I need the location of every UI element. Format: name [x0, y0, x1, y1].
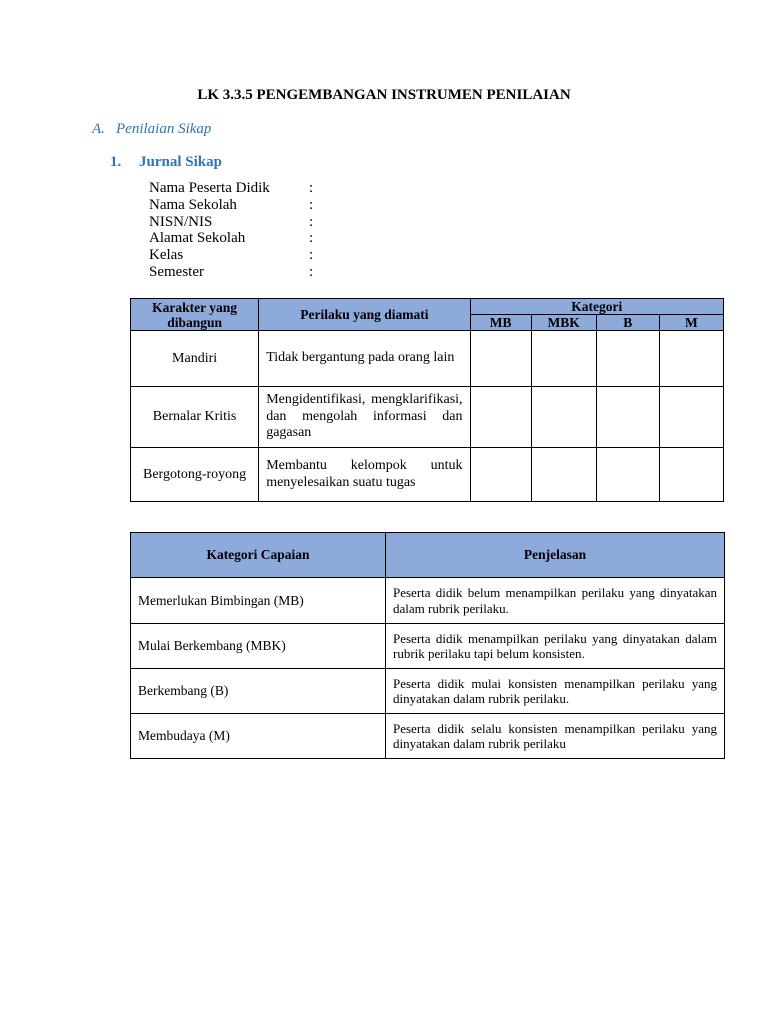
mbk-cell[interactable] [531, 387, 596, 448]
field-label: Alamat Sekolah [149, 230, 246, 247]
section-heading [92, 121, 211, 138]
m-cell[interactable] [659, 448, 723, 502]
table-row [131, 714, 725, 759]
header-mb: MB [470, 315, 531, 331]
field-row [149, 180, 321, 197]
penjelasan-cell: Peserta didik selalu konsisten menampilkan perilaku yang dinyatakan dalam rubrik perilaku [386, 714, 725, 759]
kategori-cell: Berkembang (B) [131, 669, 386, 714]
section-number: A. [92, 121, 105, 137]
m-cell[interactable] [659, 331, 723, 387]
field-colon: : [309, 230, 314, 247]
header-mbk: MBK [531, 315, 596, 331]
penjelasan-cell: Peserta didik mulai konsisten menampilkan perilaku yang dinyatakan dalam rubrik perilaku. [386, 669, 725, 714]
perilaku-cell: Membantu kelompok untuk menyelesaikan suatu tugas [259, 448, 470, 502]
field-label: Nama Peserta Didik [149, 180, 270, 196]
header-kategori-capaian: Kategori Capaian [131, 533, 386, 578]
field-row [149, 264, 321, 281]
perilaku-cell: Mengidentifikasi, mengklarifikasi, dan mengolah informasi dan gagasan [259, 387, 470, 448]
header-b: B [596, 315, 659, 331]
field-label: Nama Sekolah [149, 196, 237, 213]
field-colon: : [309, 213, 314, 230]
subsection-heading [110, 154, 222, 171]
kategori-cell: Memerlukan Bimbingan (MB) [131, 578, 386, 624]
table-row [131, 669, 725, 714]
field-row [149, 230, 321, 247]
kategori-cell: Membudaya (M) [131, 714, 386, 759]
field-colon: : [309, 263, 314, 280]
mbk-cell[interactable] [531, 331, 596, 387]
table-row [131, 578, 725, 624]
b-cell[interactable] [596, 387, 659, 448]
karakter-cell: Bergotong-royong [131, 448, 259, 502]
section-title: Penilaian Sikap [116, 121, 212, 137]
kategori-cell: Mulai Berkembang (MBK) [131, 624, 386, 669]
b-cell[interactable] [596, 331, 659, 387]
subsection-number: 1. [110, 154, 122, 170]
b-cell[interactable] [596, 448, 659, 502]
field-label: NISN/NIS [149, 213, 213, 230]
field-label: Kelas [149, 247, 184, 264]
mb-cell[interactable] [470, 448, 531, 502]
penjelasan-cell: Peserta didik menampilkan perilaku yang dinyatakan dalam rubrik perilaku tapi belum konsisten. [386, 624, 725, 669]
table-row [131, 387, 724, 448]
mb-cell[interactable] [470, 331, 531, 387]
kategori-capaian-table [130, 532, 725, 759]
mb-cell[interactable] [470, 387, 531, 448]
header-penjelasan: Penjelasan [386, 533, 725, 578]
penjelasan-cell: Peserta didik belum menampilkan perilaku yang dinyatakan dalam rubrik perilaku. [386, 578, 725, 624]
header-m: M [659, 315, 723, 331]
header-perilaku: Perilaku yang diamati [259, 299, 470, 331]
identity-fields [149, 180, 321, 281]
field-row [149, 197, 321, 214]
m-cell[interactable] [659, 387, 723, 448]
table-row [131, 624, 725, 669]
subsection-title: Jurnal Sikap [139, 154, 222, 170]
mbk-cell[interactable] [531, 448, 596, 502]
field-row [149, 214, 321, 231]
field-colon: : [309, 196, 314, 213]
field-label: Semester [149, 263, 204, 280]
field-colon: : [309, 180, 314, 196]
jurnal-sikap-table [130, 298, 724, 502]
karakter-cell: Bernalar Kritis [131, 387, 259, 448]
table-row [131, 448, 724, 502]
field-colon: : [309, 247, 314, 264]
document-title: LK 3.3.5 PENGEMBANGAN INSTRUMEN PENILAIAN [197, 87, 571, 103]
header-karakter: Karakter yang dibangun [131, 299, 259, 331]
perilaku-cell: Tidak bergantung pada orang lain [259, 331, 470, 387]
header-kategori: Kategori [470, 299, 723, 315]
karakter-cell: Mandiri [131, 331, 259, 387]
field-row [149, 247, 321, 264]
table-row [131, 331, 724, 387]
